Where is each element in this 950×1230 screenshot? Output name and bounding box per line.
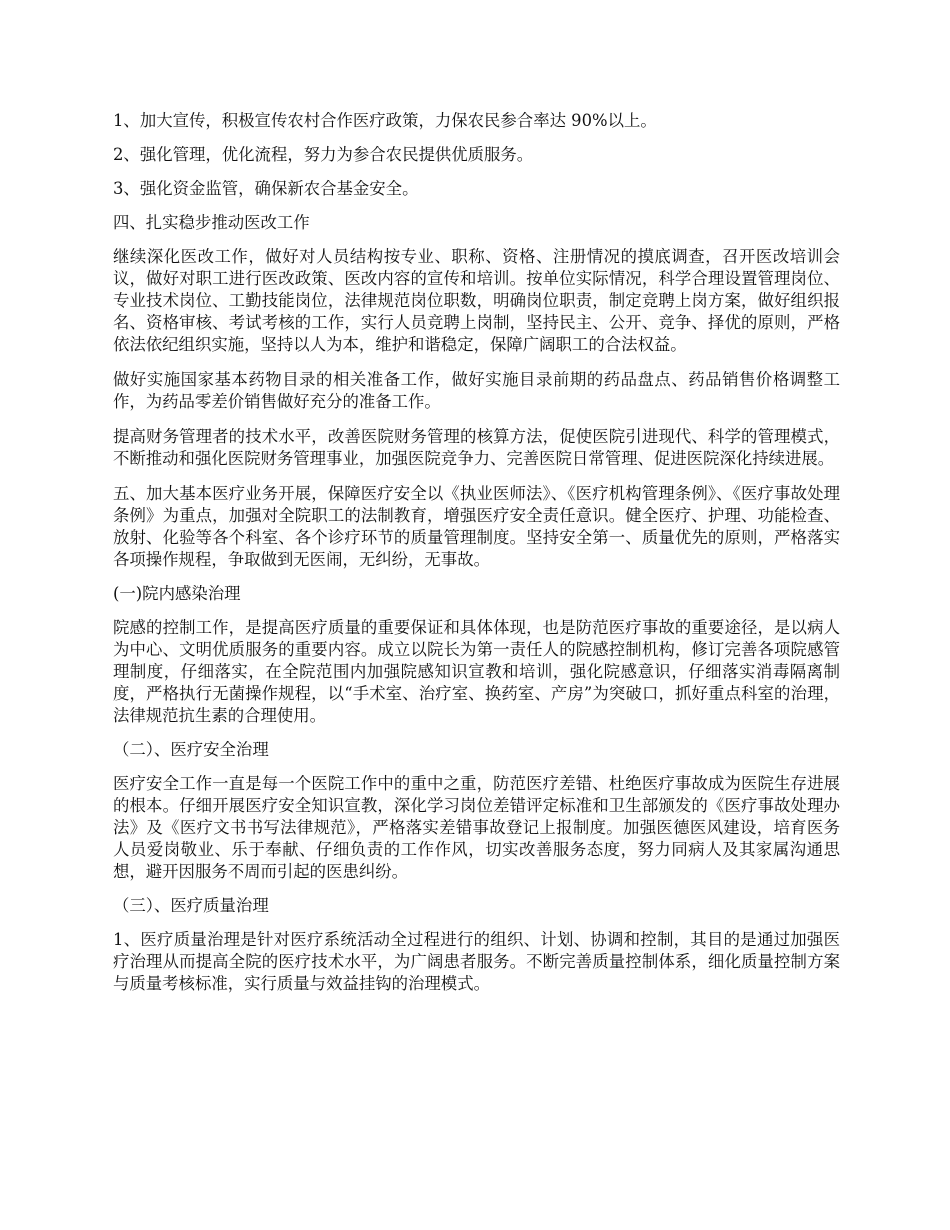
paragraph-finance: 提高财务管理者的技术水平，改善医院财务管理的核算方法，促使医院引进现代、科学的管理模式，不断推动和强化医院财务管理事业，加强医院竞争力、完善医院日常管理、促进医院深化持续进展。 (113, 427, 840, 468)
subheading-infection-control: (一)院内感染治理 (113, 584, 241, 603)
document-body (113, 110, 840, 1007)
section-heading-4: 四、扎实稳步推动医改工作 (113, 213, 310, 232)
paragraph-medical-reform: 继续深化医改工作，做好对人员结构按专业、职称、资格、注册情况的摸底调查，召开医改培训会议，做好对职工进行医改政策、医改内容的宣传和培训。按单位实际情况，科学合理设置管理岗位、专业技术岗位、工勤技能岗位，法律规范岗位职数，明确岗位职责，制定竞聘上岗方案，做好组织报名、资格审核、考试考核的工作，实行人员竞聘上岗制，坚持民主、公开、竞争、择优的原则，严格依法依纪组织实施，坚持以人为本，维护和谐稳定，保障广阔职工的合法权益。 (113, 247, 840, 354)
paragraph-infection-control: 院感的控制工作，是提高医疗质量的重要保证和具体体现，也是防范医疗事故的重要途径，是以病人为中心、文明优质服务的重要内容。成立以院长为第一责任人的院感控制机构，修订完善各项院感管理制度，仔细落实，在全院范围内加强院感知识宣教和培训，强化院感意识，仔细落实消毒隔离制度，严格执行无菌操作规程，以“手术室、治疗室、换药室、产房”为突破口，抓好重点科室的治理，法律规范抗生素的合理使用。 (113, 618, 840, 725)
paragraph-item-2: 2、强化管理，优化流程，努力为参合农民提供优质服务。 (113, 145, 534, 164)
subheading-medical-safety: （二）、医疗安全治理 (113, 740, 269, 759)
paragraph-item-3: 3、强化资金监管，确保新农合基金安全。 (113, 179, 419, 198)
paragraph-item-1: 1、加大宣传，积极宣传农村合作医疗政策，力保农民参合率达 90%以上。 (113, 111, 657, 130)
subheading-medical-quality: （三）、医疗质量治理 (113, 896, 269, 915)
paragraph-essential-drugs: 做好实施国家基本药物目录的相关准备工作，做好实施目录前期的药品盘点、药品销售价格调整工作，为药品零差价销售做好充分的准备工作。 (113, 370, 840, 411)
paragraph-medical-safety: 医疗安全工作一直是每一个医院工作中的重中之重，防范医疗差错、杜绝医疗事故成为医院生存进展的根本。仔细开展医疗安全知识宣教，深化学习岗位差错评定标准和卫生部颁发的《医疗事故处理办法》及《医疗文书书写法律规范》，严格落实差错事故登记上报制度。加强医德医风建设，培育医务人员爱岗敬业、乐于奉献、仔细负责的工作作风，切实改善服务态度，努力同病人及其家属沟通思想，避开因服务不周而引起的医患纠纷。 (113, 774, 840, 881)
paragraph-medical-quality: 1、医疗质量治理是针对医疗系统活动全过程进行的组织、计划、协调和控制，其目的是通过加强医疗治理从而提高全院的医疗技术水平，为广阔患者服务。不断完善质量控制体系，细化质量控制方案与质量考核标准，实行质量与效益挂钩的治理模式。 (113, 930, 840, 993)
paragraph-section-5: 五、加大基本医疗业务开展，保障医疗安全以《执业医师法》、《医疗机构管理条例》、《医疗事故处理条例》为重点，加强对全院职工的法制教育，增强医疗安全责任意识。健全医疗、护理、功能检查、放射、化验等各个科室、各个诊疗环节的质量管理制度。坚持安全第一、质量优先的原则，严格落实各项操作规程，争取做到无医闹，无纠纷，无事故。 (113, 484, 840, 569)
